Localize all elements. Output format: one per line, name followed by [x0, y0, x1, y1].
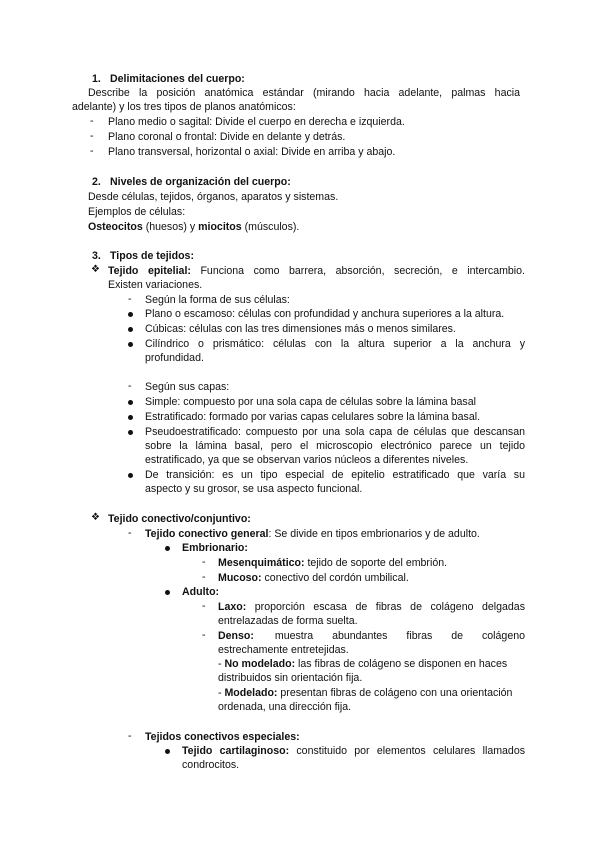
bullet-dot-icon [128, 400, 133, 405]
miocitos-label: miocitos [198, 221, 242, 233]
nomod-label: No modelado: [224, 658, 296, 670]
bullet-dot-icon [128, 327, 133, 332]
bullet-dash: - [90, 115, 94, 127]
laxo-desc: proporción escasa de fibras de colágeno delgadas [246, 601, 525, 613]
plane-coronal: Plano coronal o frontal: Divide en delante y detrás. [108, 131, 346, 143]
capas-title: Según sus capas: [145, 381, 230, 393]
bullet-dot-icon [128, 342, 133, 347]
cilindrico-line2: profundidad. [145, 352, 204, 364]
diamond-bullet-icon: ❖ [91, 512, 100, 523]
nomod-desc: las fibras de colágeno se disponen en haces [295, 658, 508, 670]
epitelial-line2: Existen variaciones. [108, 279, 203, 291]
bullet-dash: - [90, 145, 94, 157]
bullet-dash: - [202, 629, 206, 641]
bullet-dash: - [128, 380, 132, 392]
bullet-dot-icon [128, 473, 133, 478]
bullet-dash: - [128, 293, 132, 305]
adulto-label: Adulto: [182, 586, 220, 598]
cilindrico-line1: Cilíndrico o prismático: células con la altura superior a la anchura y [145, 338, 525, 350]
bullet-dot-icon [165, 749, 170, 754]
section-1-title: Delimitaciones del cuerpo: [110, 73, 245, 85]
cart-label: Tejido cartilaginoso: [182, 745, 290, 757]
section-2-line1: Desde células, tejidos, órganos, aparatos y sistemas. [88, 191, 339, 203]
mod-line2: ordenada, una dirección fija. [218, 701, 352, 713]
epitelial-label: Tejido epitelial: [108, 265, 191, 277]
diamond-bullet-icon: ❖ [91, 264, 100, 275]
section-2-number: 2. [92, 176, 101, 188]
denso-label: Denso: [218, 630, 254, 642]
transicion-line1: De transición: es un tipo especial de epitelio estratificado que varía su [145, 469, 525, 481]
mod-desc: presentan fibras de colágeno con una orientación [277, 687, 513, 699]
osteocitos-label: Osteocitos [88, 221, 143, 233]
especiales-title: Tejidos conectivos especiales: [145, 731, 300, 743]
mucoso-desc: conectivo del cordón umbilical. [261, 572, 409, 584]
denso-line1 [218, 629, 525, 643]
bullet-dot-icon [165, 546, 170, 551]
pseudo-line1: Pseudoestratificado: compuesto por una sola capa de células que descansan [145, 426, 525, 438]
section-2-line2: Ejemplos de células: [88, 206, 186, 218]
laxo-label: Laxo: [218, 601, 247, 613]
cubicas-item: Cúbicas: células con las tres dimensiones más o menos similares. [145, 323, 456, 335]
bullet-dash: - [128, 527, 132, 539]
bullet-dash: - [128, 730, 132, 742]
mesen-label: Mesenquimático: [218, 557, 305, 569]
mucoso-label: Mucoso: [218, 572, 262, 584]
general-line [145, 527, 480, 541]
bullet-dot-icon [128, 415, 133, 420]
section-3-number: 3. [92, 250, 101, 262]
transicion-line2: aspecto y su grosor, se usa aspecto funcional. [145, 483, 363, 495]
mesen-item [218, 556, 447, 570]
cart-line2: condrocitos. [182, 759, 240, 771]
forma-title: Según la forma de sus células: [145, 294, 290, 306]
bullet-dash: - [202, 600, 206, 612]
estratificado-item: Estratificado: formado por varias capas celulares sobre la lámina basal. [145, 411, 481, 423]
epitelial-line1 [108, 264, 525, 278]
cart-line1 [182, 744, 525, 758]
cart-desc: constituido por elementos celulares llamados [289, 745, 526, 757]
section-1-number: 1. [92, 73, 101, 85]
embrionario-label: Embrionario: [182, 542, 248, 554]
laxo-line2: entrelazadas de forma suelta. [218, 615, 358, 627]
plane-transversal: Plano transversal, horizontal o axial: Divide en arriba y abajo. [108, 146, 396, 158]
bullet-dash: - [202, 571, 206, 583]
denso-line2: estrechamente entretejidas. [218, 644, 349, 656]
laxo-line1 [218, 600, 525, 614]
bullet-dash: - [90, 130, 94, 142]
osteocitos-desc: (huesos) y [142, 221, 199, 233]
simple-item: Simple: compuesto por una sola capa de células sobre la lámina basal [145, 396, 476, 408]
general-label: Tejido conectivo general [145, 528, 269, 540]
conectivo-title: Tejido conectivo/conjuntivo: [108, 513, 251, 525]
general-desc: : Se divide en tipos embrionarios y de adulto. [268, 528, 480, 540]
plane-sagital: Plano medio o sagital: Divide el cuerpo en derecha e izquierda. [108, 116, 405, 128]
section-2-examples [88, 220, 299, 234]
mod-line1 [218, 686, 512, 700]
nomod-prefix: - [218, 658, 225, 670]
bullet-dot-icon [165, 590, 170, 595]
mucoso-item [218, 571, 409, 585]
mod-label: Modelado: [224, 687, 278, 699]
nomod-line2: distribuidos sin orientación fija. [218, 672, 363, 684]
bullet-dot-icon [128, 430, 133, 435]
section-3-title: Tipos de tejidos: [110, 250, 194, 262]
bullet-dot-icon [128, 312, 133, 317]
mod-prefix: - [218, 687, 225, 699]
plano-item: Plano o escamoso: células con profundidad y anchura superiores a la altura. [145, 308, 505, 320]
section-1-intro-line2: adelante) y los tres tipos de planos anatómicos: [72, 101, 296, 113]
section-1-intro-line1: Describe la posición anatómica estándar (mirando hacia adelante, palmas hacia [88, 87, 520, 99]
mesen-desc: tejido de soporte del embrión. [304, 557, 448, 569]
pseudo-line3: estratificado, ya que se observan varios núcleos a diferentes niveles. [145, 454, 469, 466]
pseudo-line2: sobre la lámina basal, pero el microscopio electrónico parece un tejido [145, 440, 525, 452]
denso-desc: muestra abundantes fibras de colágeno [274, 630, 525, 642]
nomod-line1 [218, 657, 507, 671]
bullet-dash: - [202, 556, 206, 568]
miocitos-desc: (músculos). [241, 221, 300, 233]
epitelial-desc: Funciona como barrera, absorción, secreción, e intercambio. [190, 265, 525, 277]
section-2-title: Niveles de organización del cuerpo: [110, 176, 291, 188]
